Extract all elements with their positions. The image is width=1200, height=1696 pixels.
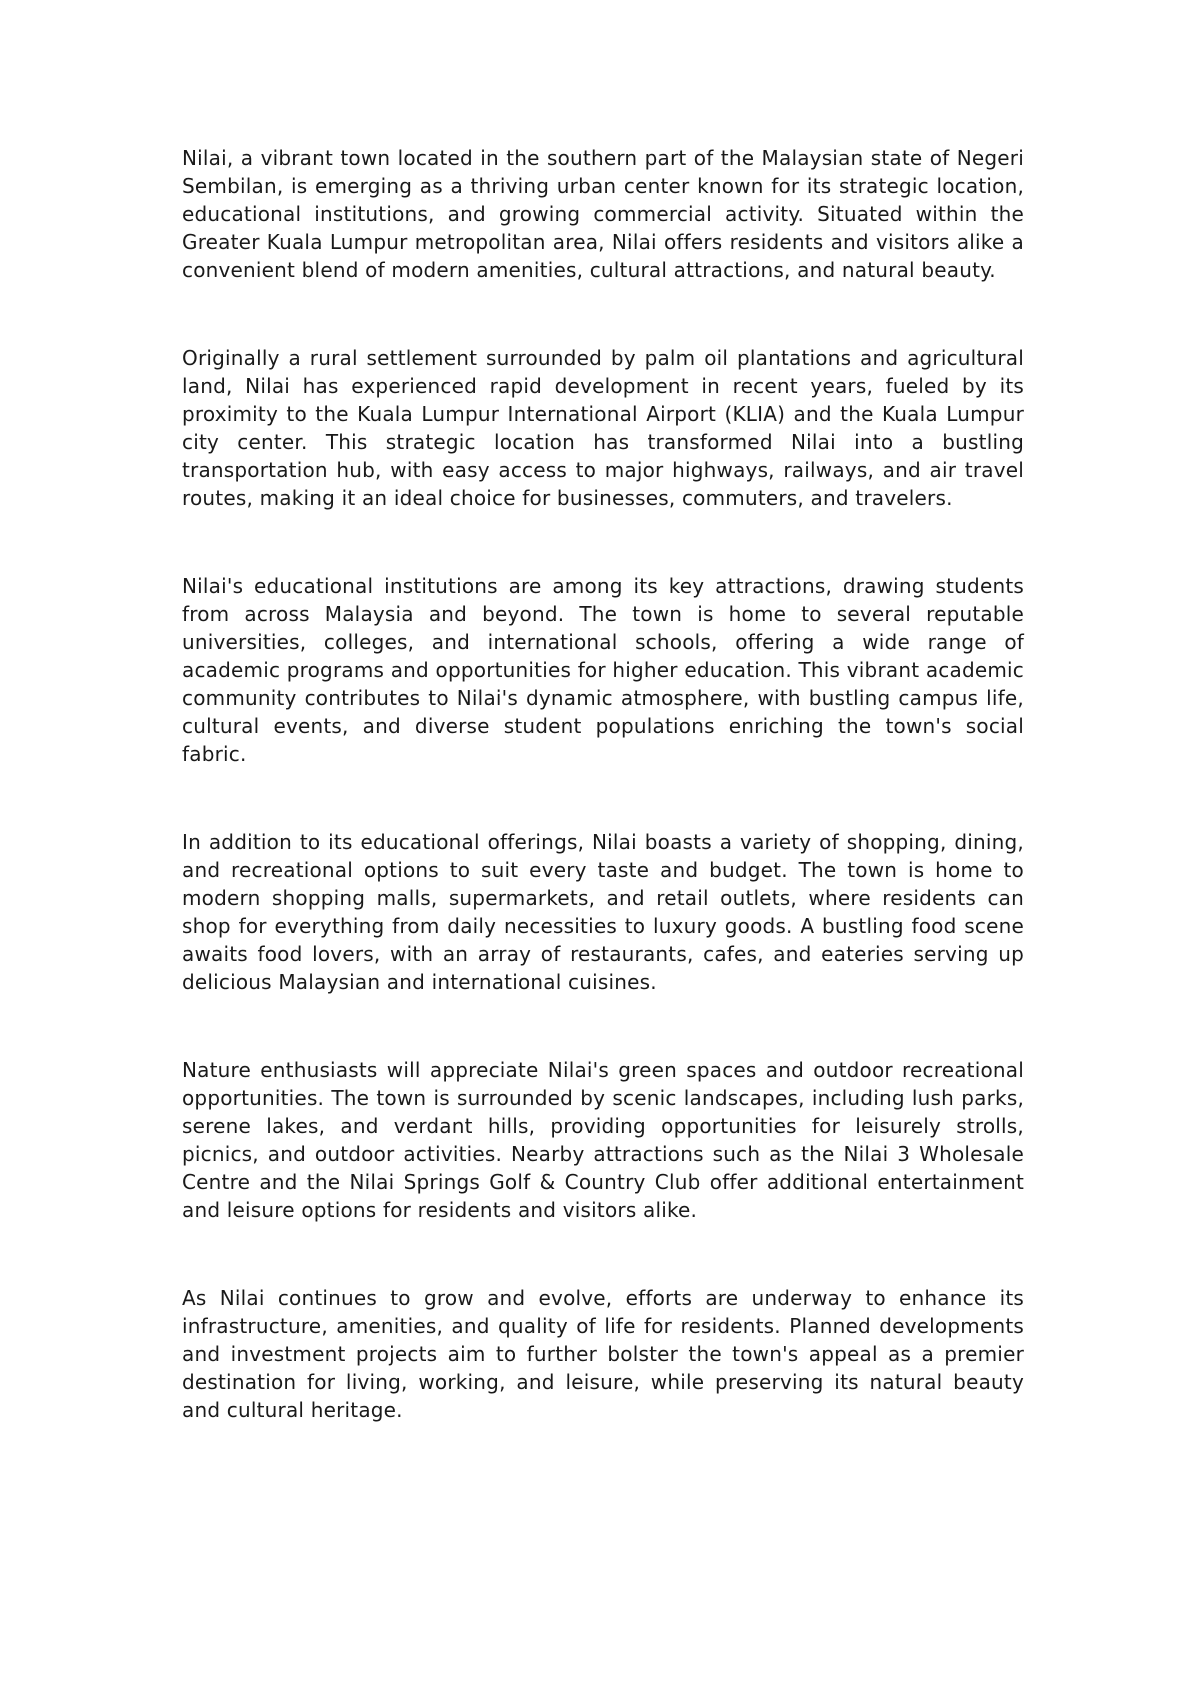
document-body [182,144,1024,1424]
paragraph-nature: Nature enthusiasts will appreciate Nilai's green spaces and outdoor recreational opportunities. The town is surrounded by scenic landscapes, including lush parks, serene lakes, and verdant hills, providing opportunities for leisurely strolls, picnics, and outdoor activities. Nearby attractions such as the Nilai 3 Wholesale Centre and the Nilai Springs Golf & Country Club offer additional entertainment and leisure options for residents and visitors alike. [182,1058,1024,1222]
paragraph-history: Originally a rural settlement surrounded by palm oil plantations and agricultural land, Nilai has experienced rapid development in recent years, fueled by its proximity to the Kuala Lumpur International Airport (KLIA) and the Kuala Lumpur city center. This strategic location has transformed Nilai into a bustling transportation hub, with easy access to major highways, railways, and air travel routes, making it an ideal choice for businesses, commuters, and travelers. [182,346,1024,510]
paragraph-shopping-dining: In addition to its educational offerings, Nilai boasts a variety of shopping, dining, and recreational options to suit every taste and budget. The town is home to modern shopping malls, supermarkets, and retail outlets, where residents can shop for everything from daily necessities to luxury goods. A bustling food scene awaits food lovers, with an array of restaurants, cafes, and eateries serving up delicious Malaysian and international cuisines. [182,830,1024,994]
paragraph-future: As Nilai continues to grow and evolve, efforts are underway to enhance its infrastructure, amenities, and quality of life for residents. Planned developments and investment projects aim to further bolster the town's appeal as a premier destination for living, working, and leisure, while preserving its natural beauty and cultural heritage. [182,1286,1024,1422]
paragraph-education: Nilai's educational institutions are among its key attractions, drawing students from across Malaysia and beyond. The town is home to several reputable universities, colleges, and international schools, offering a wide range of academic programs and opportunities for higher education. This vibrant academic community contributes to Nilai's dynamic atmosphere, with bustling campus life, cultural events, and diverse student populations enriching the town's social fabric. [182,574,1024,766]
paragraph-introduction: Nilai, a vibrant town located in the southern part of the Malaysian state of Negeri Sembilan, is emerging as a thriving urban center known for its strategic location, educational institutions, and growing commercial activity. Situated within the Greater Kuala Lumpur metropolitan area, Nilai offers residents and visitors alike a convenient blend of modern amenities, cultural attractions, and natural beauty. [182,146,1024,282]
